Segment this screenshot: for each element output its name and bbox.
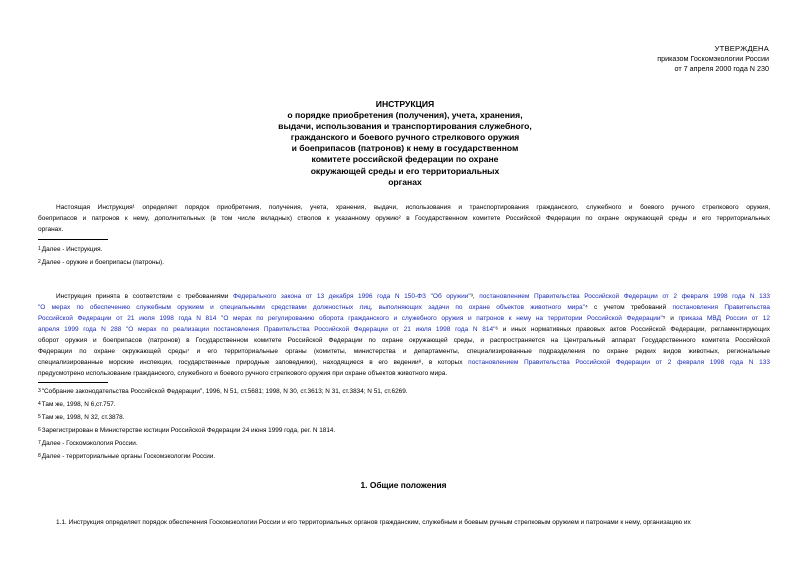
title-line: и боеприпасов (патронов) к нему в государственном <box>291 143 519 154</box>
footnote-mark: 6 <box>38 427 41 433</box>
basis-line: предусмотрено использование гражданского, служебного и боевого ручного стрелкового оружия при охране объектов животного мира. <box>38 370 448 377</box>
basis-line: "О мерах по обеспечению служебным оружием и специальными средствами должностных лиц, выполняющих задачи по охране объектов животного мира"⁴ с учетом требований постановления Правительства <box>38 304 770 311</box>
footnote-mark: 4 <box>38 401 41 407</box>
government-decree-133-link[interactable]: постановлением Правительства Российской Федерации от 2 февраля 1998 года N 133 <box>479 293 770 300</box>
title-line: органах <box>388 176 422 187</box>
footnote-text: Далее - оружие и боеприпасы (патроны). <box>41 259 164 266</box>
intro-paragraph <box>38 202 770 235</box>
footnote <box>38 424 335 437</box>
title-line: комитете российской федерации по охране <box>311 154 499 165</box>
footnote-mark: 8 <box>38 453 41 459</box>
footnote-mark: 5 <box>38 414 41 420</box>
government-decree-133-link[interactable]: постановлением Правительства Российской Федерации от 2 февраля 1998 года N 133 <box>468 359 770 366</box>
approval-stamp: УТВЕРЖДЕНА <box>714 44 769 53</box>
footnote-mark: 1 <box>38 246 41 252</box>
footnote-text: Далее - территориальные органы Госкомэкологии России. <box>41 453 216 460</box>
mvd-order-288-link[interactable]: апреля 1999 года N 288 "О мерах по реализации постановления Правительства Российской Федерации от 21 июля 1998 года N 814" <box>38 326 496 333</box>
paragraph-1-1: 1.1. Инструкция определяет порядок обеспечения Госкомэкологии России и его территориальных органов гражданским, служебным и боевым ручным стрелковым оружием и патронами к нему, организацию их <box>56 519 691 526</box>
footnote-mark: 3 <box>38 388 41 394</box>
basis-line: Федерации по охране окружающей среды⁷ и его территориальные органы (комитеты, министерства и департаменты, специализированные подразделения по охране редких видов животных, региональные <box>38 348 770 355</box>
approval-date: от 7 апреля 2000 года N 230 <box>674 64 769 73</box>
footnote-text: Далее - Инструкция. <box>41 246 103 253</box>
title-line: ИНСТРУКЦИЯ <box>375 99 435 109</box>
footnote <box>38 398 116 411</box>
government-decree-814-link[interactable]: Российской Федерации от 21 июля 1998 года N 814 "О мерах по регулированию оборота гражданского и служебного оружия и патронов к нему на территории Российской Федерации" <box>38 315 663 322</box>
title-line: окружающей среды и его территориальных <box>310 165 500 176</box>
footnote <box>38 256 164 269</box>
footnote-text: Далее - Госкомэкология России. <box>41 440 138 447</box>
government-decree-814-link[interactable]: постановления Правительства <box>672 304 770 311</box>
document-title <box>200 99 610 188</box>
footnote <box>38 437 138 450</box>
title-line: о порядке приобретения (получения), учета, хранения, <box>287 110 523 121</box>
intro-line: органах. <box>38 226 64 233</box>
footnote-text: Там же, 1998, N 32, ст.3878. <box>41 414 125 421</box>
footnote-text: "Собрание законодательства Российской Федерации", 1996, N 51, ст.5681; 1998, N 30, ст.3613; N 31, ст.3834; N 51, ст.6269. <box>41 388 408 395</box>
basis-line: апреля 1999 года N 288 "О мерах по реализации постановления Правительства Российской Федерации от 21 июля 1998 года N 814"⁶ и иных нормативных правовых актов Российской Федерации, регламентирующих <box>38 326 770 333</box>
basis-line: оборот оружия и боеприпасов (патронов) в Государственном комитете Российской Федерации по охране окружающей среды, и распространяется на Центральный аппарат Государственного комитета Российской <box>38 337 770 344</box>
basis-paragraph <box>38 291 770 379</box>
footnote <box>38 243 102 256</box>
footnote-text: Зарегистрирован в Министерстве юстиции Российской Федерации 24 июня 1999 года, рег. N 1814. <box>41 427 336 434</box>
footnote-mark: 7 <box>38 440 41 446</box>
government-decree-133-link[interactable]: "О мерах по обеспечению служебным оружием и специальными средствами должностных лиц, выполняющих задачи по охране объектов животного мира" <box>38 304 585 311</box>
section-heading: 1. Общие положения <box>360 480 447 490</box>
basis-line: Инструкция принята в соответствии с требованиями Федерального закона от 13 декабря 1996 года N 150-ФЗ "Об оружии"³, постановлением Правительства Российской Федерации от 2 февраля 1998 года N 133 <box>56 293 770 300</box>
footnote-separator <box>38 239 108 240</box>
footnote <box>38 385 408 398</box>
title-line: выдачи, использования и транспортирования служебного, <box>278 121 532 132</box>
intro-line: Настоящая Инструкция¹ определяет порядок приобретения, получения, учета, хранения, выдачи, использования и транспортирования гражданского, служебного и боевого ручного стрелкового оружия, <box>56 204 770 211</box>
footnote-mark: 2 <box>38 259 41 265</box>
basis-line: Российской Федерации от 21 июля 1998 года N 814 "О мерах по регулированию оборота гражданского и служебного оружия и патронов к нему на территории Российской Федерации"⁵ и приказа МВД России от 12 <box>38 315 770 322</box>
title-line: гражданского и боевого ручного стрелкового оружия <box>290 132 520 143</box>
intro-line: боеприпасов и патронов к нему, дополнительных (в том числе вкладных) стволов к указанному оружию² в Государственном комитете Российской Федерации по охране окружающей среды и его территориальных <box>38 215 770 222</box>
mvd-order-288-link[interactable]: приказа МВД России от 12 <box>678 315 770 322</box>
federal-law-link[interactable]: Федерального закона от 13 декабря 1996 года N 150-ФЗ "Об оружии" <box>233 293 471 300</box>
basis-line: специализированные морские инспекции, государственные природные заповедники), находящиеся в его ведении⁸, в которых постановлением Правительства Российской Федерации от 2 февраля 1998 года N 133 <box>38 359 770 366</box>
footnote <box>38 411 125 424</box>
footnote-separator <box>38 382 108 383</box>
approval-order: приказом Госкомэкологии России <box>657 54 769 63</box>
footnote-text: Там же, 1998, N 6,ст.757. <box>41 401 116 408</box>
approval-block <box>657 44 769 74</box>
footnote <box>38 450 215 463</box>
